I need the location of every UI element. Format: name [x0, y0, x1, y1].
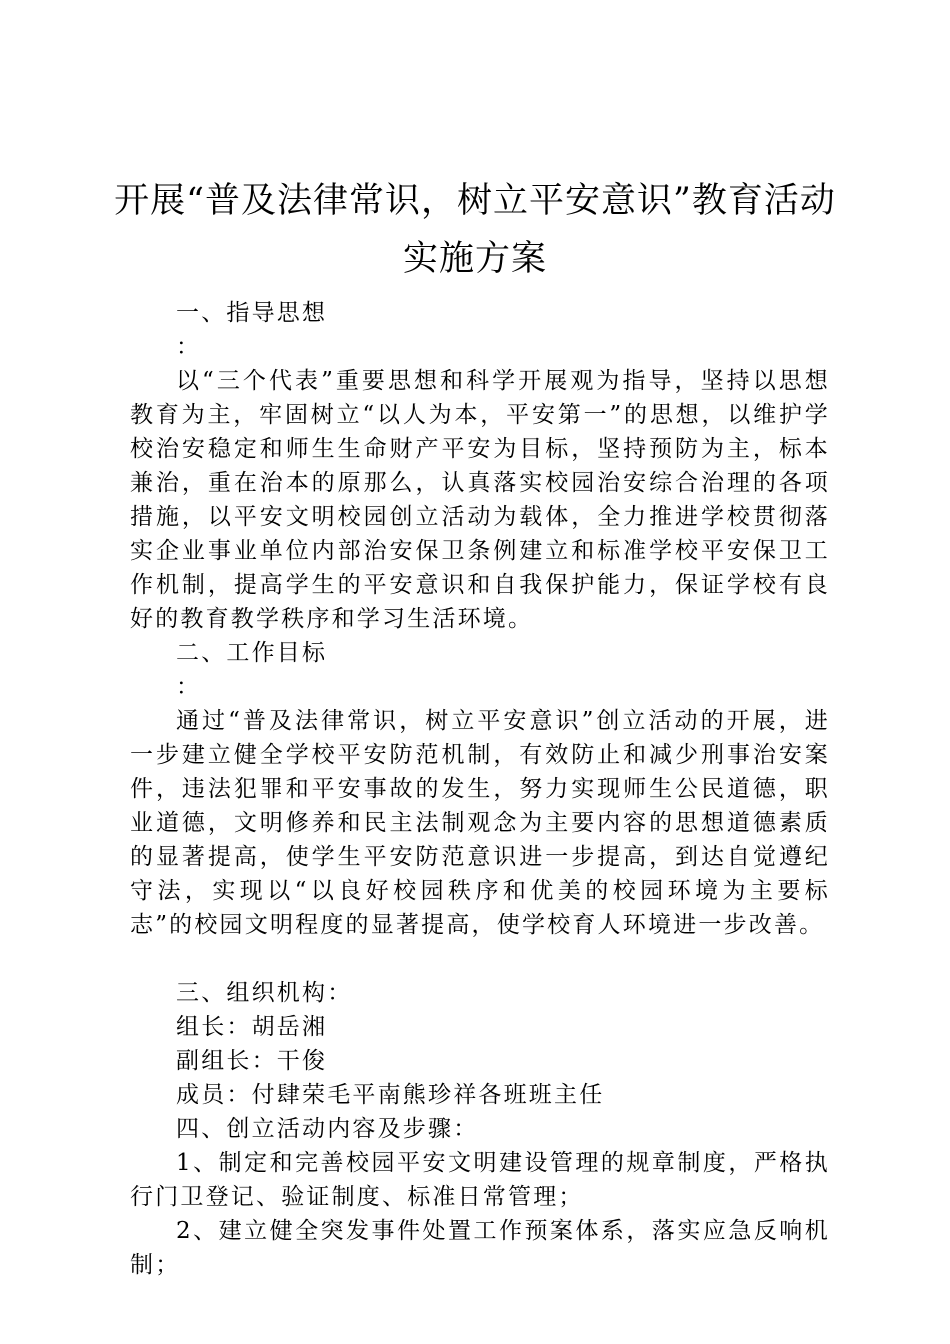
list-item-2: 2、建立健全突发事件处置工作预案体系，落实应急反响机制；: [130, 1218, 830, 1278]
line-members: 成员：付肆荣毛平南熊珍祥各班班主任: [176, 1082, 605, 1108]
section-heading-work-goals: 二、工作目标: [176, 640, 328, 666]
section-heading-organization: 三、组织机构：: [176, 980, 353, 1006]
heading-colon: ：: [176, 674, 202, 700]
document-body: [130, 296, 830, 1282]
line-group-leader: 组长：胡岳湘: [176, 1014, 328, 1040]
list-item-1: 1、制定和完善校园平安文明建设管理的规章制度，严格执行门卫登记、验证制度、标准日常管理；: [130, 1150, 830, 1210]
document-title: 开展“普及法律常识，树立平安意识”教育活动实施方案: [114, 181, 836, 279]
paragraph-work-goals: 通过“普及法律常识，树立平安意识”创立活动的开展，进一步建立健全学校平安防范机制，有效防止和减少刑事治安案件，违法犯罪和平安事故的发生，努力实现师生公民道德，职业道德，文明修养和民主法制观念为主要内容的思想道德素质的显著提高，使学生平安防范意识进一步提高，到达自觉遵纪守法，实现以“以良好校园秩序和优美的校园环境为主要标志”的校园文明程度的显著提高，使学校育人环境进一步改善。: [130, 708, 830, 938]
section-heading-guiding-ideology: 一、指导思想: [176, 300, 328, 326]
section-heading-activities: 四、创立活动内容及步骤：: [176, 1116, 479, 1142]
heading-colon: ：: [176, 334, 202, 360]
paragraph-guiding-ideology: 以“三个代表”重要思想和科学开展观为指导，坚持以思想教育为主，牢固树立“以人为本，平安第一”的思想，以维护学校治安稳定和师生生命财产平安为目标，坚持预防为主，标本兼治，重在治本的原那么，认真落实校园治安综合治理的各项措施，以平安文明校园创立活动为载体，全力推进学校贯彻落实企业事业单位内部治安保卫条例建立和标准学校平安保卫工作机制，提高学生的平安意识和自我保护能力，保证学校有良好的教育教学秩序和学习生活环境。: [130, 368, 830, 632]
line-deputy-leader: 副组长：干俊: [176, 1048, 328, 1074]
